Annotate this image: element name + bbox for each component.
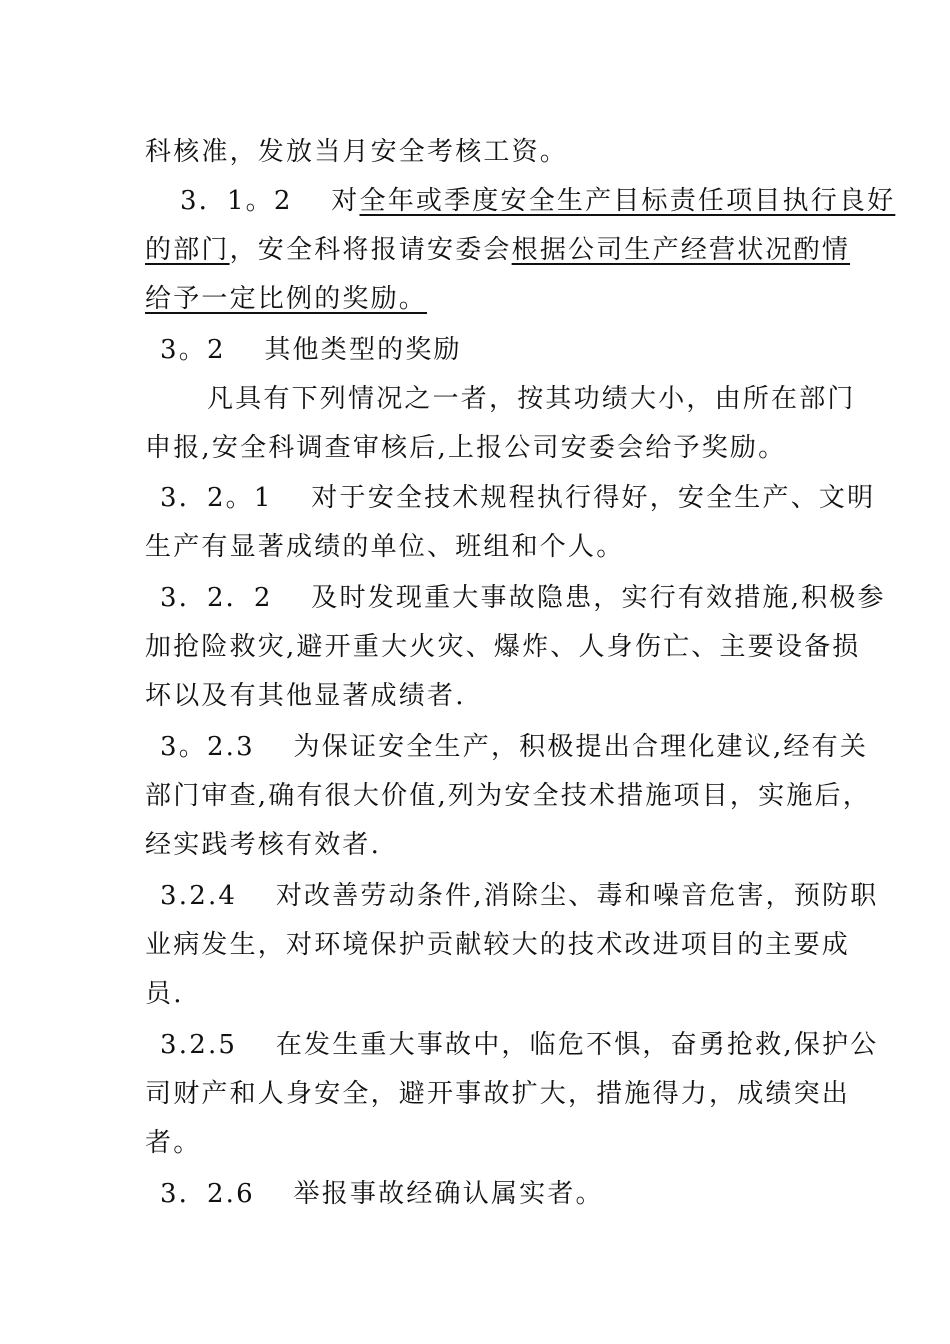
text-line [160,730,869,764]
text-segment: 凡具有下列情况之一者，按其功绩大小，由所在部门 [207,384,856,414]
text-segment: 申报,安全科调查审核后,上报公司安委会给予奖励。 [145,433,787,463]
text-line [145,1077,851,1111]
text-line [145,630,861,664]
text-segment: 3.2.4 对改善劳动条件,消除尘、毒和噪音危害，预防职 [160,881,879,911]
underlined-text: 的部门 [145,235,230,265]
text-line [145,1126,815,1160]
text-segment: 3。2.3 为保证安全生产，积极提出合理化建议,经有关 [160,732,869,762]
text-segment: 科核准，发放当月安全考核工资。 [145,137,569,167]
text-line [180,184,896,218]
text-line [145,679,815,713]
text-line [207,382,877,416]
text-segment: 3．2。1 对于安全技术规程执行得好，安全生产、文明 [160,483,876,513]
text-line [145,977,815,1011]
text-segment: 3．1。2 对 [180,186,360,216]
text-line [145,530,815,564]
text-segment: 坏以及有其他显著成绩者. [145,681,466,711]
text-line [145,928,851,962]
underlined-text: 根据公司生产经营状况酌情 [511,235,851,265]
text-segment: 业病发生，对环境保护贡献较大的技术改进项目的主要成 [145,930,851,960]
text-line [145,233,851,267]
text-line [145,828,815,862]
text-line [145,282,815,316]
text-segment: 经实践考核有效者. [145,830,382,860]
underlined-text: 全年或季度安全生产目标责任项目执行良好 [359,186,896,216]
text-line [145,779,871,813]
text-segment: 司财产和人身安全，避开事故扩大，措施得力，成绩突出 [145,1079,851,1109]
text-segment: 3．2．2 及时发现重大事故隐患，实行有效措施,积极参 [160,583,886,613]
text-line [145,431,815,465]
text-segment: 3．2.6 举报事故经确认属实者。 [160,1179,604,1209]
text-segment: ，安全科将报请安委会 [229,235,512,265]
text-line [160,1028,879,1062]
text-segment: 者。 [145,1128,202,1158]
text-line [160,1177,830,1211]
text-segment: 员. [145,979,184,1009]
underlined-text: 给予一定比例的奖励。 [145,284,428,314]
text-line [160,581,886,615]
text-segment: 加抢险救灾,避开重大火灾、爆炸、人身伤亡、主要设备损 [145,632,861,662]
text-line [160,879,879,913]
text-segment: 3。2 其他类型的奖励 [160,335,462,365]
text-line [145,135,815,169]
text-segment: 3.2.5 在发生重大事故中，临危不惧，奋勇抢救,保护公 [160,1030,879,1060]
text-line [160,481,876,515]
text-segment: 生产有显著成绩的单位、班组和个人。 [145,532,625,562]
text-segment: 部门审查,确有很大价值,列为安全技术措施项目，实施后， [145,781,871,811]
section-heading [160,333,830,367]
